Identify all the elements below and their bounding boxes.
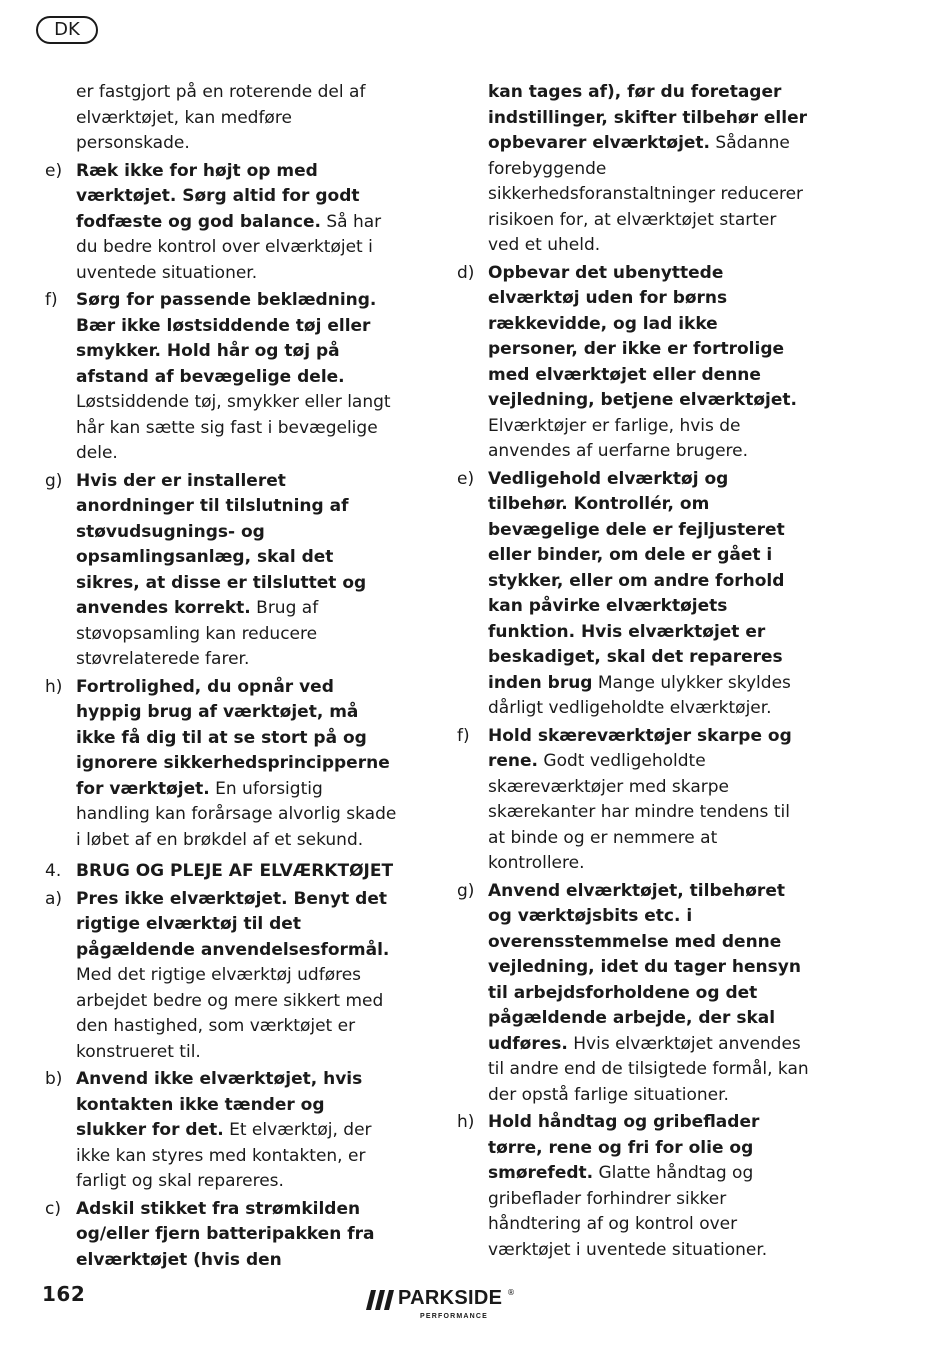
item-text: Med det rigtige elværktøj udføres arbejdet bedre og mere sikkert med den hastighed, som værktøjet er konstrueret til.: [76, 965, 384, 1062]
item-text: Elværktøjer er farlige, hvis de anvendes af uerfarne brugere.: [488, 415, 749, 461]
item-bold-text: Anvend ikke elværktøjet, hvis kontakten ikke tænder og slukker for det.: [76, 1069, 363, 1140]
registered-mark: ®: [507, 1288, 515, 1297]
list-item: [40, 288, 400, 467]
item-bold-text: Opbevar det ubenyttede elværktøj uden for børns rækkevidde, og lad ikke personer, der ikke er fortrolige med elværktøjet eller denne vejledning, betjene elværktøjet.: [488, 262, 797, 410]
list-item: [40, 159, 400, 287]
item-bold-text: Adskil stikket fra strømkilden og/eller fjern batteripakken fra elværktøjet (hvis den: [76, 1198, 375, 1270]
list-item: [40, 1067, 400, 1195]
intro-paragraph: er fastgjort på en roterende del af elværktøjet, kan medføre personskade.: [76, 82, 366, 153]
item-text: Så har du bedre kontrol over elværktøjet i uventede situationer.: [76, 211, 382, 283]
page-number: 162: [42, 1282, 86, 1306]
item-text: Løstsiddende tøj, smykker eller langt hår kan sætte sig fast i bevægelige dele.: [76, 392, 391, 463]
item-bold-text: Sørg for passende beklædning. Bær ikke løstsiddende tøj eller smykker. Hold hår og tøj på afstand af bevægelige dele.: [76, 290, 377, 387]
list-item: [452, 261, 812, 465]
item-bold-text: Pres ikke elværktøjet. Benyt det rigtige elværktøj til det pågældende anvendelsesformål.: [76, 888, 390, 960]
item-text: Brug af støvopsamling kan reducere støvrelaterede farer.: [76, 598, 319, 669]
item-label: e): [45, 160, 63, 181]
item-bold-text: Ræk ikke for højt op med værktøjet. Sørg altid for godt fodfæste og god balance.: [76, 160, 360, 232]
section-number: 4.: [45, 861, 62, 881]
item-label: h): [45, 676, 63, 697]
brand-subline: PERFORMANCE: [420, 1313, 489, 1320]
item-bold-text: Hold skæreværktøjer skarpe og rene.: [488, 725, 792, 771]
item-label: f): [45, 290, 58, 310]
item-bold-text: Vedligehold elværktøj og tilbehør. Kontrollér, om bevægelige dele er fejljusteret eller binder, om dele er gået i stykker, eller om andre forhold kan påvirke elværktøjets funktion. Hvis elværktøjet er beskadiget, skal det repareres inden brug: [488, 468, 785, 693]
item-label: h): [457, 1112, 475, 1132]
item-bold-text: Hvis der er installeret anordninger til tilslutning af støvudsugnings- og opsamlingsanlæg, skal det sikres, at disse er tilsluttet og anvendes korrekt.: [76, 470, 367, 618]
item-text: Et elværktøj, der ikke kan styres med kontakten, er farligt og skal repareres.: [76, 1120, 372, 1191]
parkside-logo: [366, 1288, 516, 1324]
item-text: Godt vedligeholdte skæreværktøjer med skarpe skærekanter har mindre tendens til at binde og er nemmere at kontrollere.: [488, 751, 790, 873]
brand-name: PARKSIDE: [398, 1287, 503, 1309]
section-heading: [40, 859, 400, 885]
item-label: d): [457, 262, 475, 283]
item-label: b): [45, 1069, 63, 1089]
list-item: [452, 467, 812, 722]
list-item: [40, 887, 400, 1066]
item-text: Mange ulykker skyldes dårligt vedligeholdte elværktøjer.: [488, 672, 791, 718]
left-column: [40, 80, 400, 1275]
list-item: [40, 469, 400, 673]
item-bold-text: Anvend elværktøjet, tilbehøret og værktøjsbits etc. i overensstemmelse med denne vejledning, idet du tager hensyn til arbejdsforholdene og det pågældende arbejde, der skal udføres.: [488, 880, 801, 1054]
item-label: e): [457, 468, 475, 489]
list-item: [40, 675, 400, 854]
item-label: c): [45, 1198, 61, 1219]
section-title: BRUG OG PLEJE AF ELVÆRKTØJET: [76, 861, 394, 881]
item-bold-text: Hold håndtag og gribeflader tørre, rene og fri for olie og smørefedt.: [488, 1112, 760, 1183]
list-item: [452, 1110, 812, 1263]
list-item: [452, 879, 812, 1109]
item-bold-text: Fortrolighed, du opnår ved hyppig brug af værktøjet, må ikke få dig til at se stort på og ignorere sikkerhedsprincipperne for værktøjet.: [76, 676, 390, 799]
right-column: [452, 80, 812, 1265]
language-badge: DK: [36, 16, 98, 44]
list-item: [452, 724, 812, 877]
brand-slashes-icon: [366, 1290, 394, 1310]
item-bold-text: kan tages af), før du foretager indstillinger, skifter tilbehør eller opbevarer elværktøjet.: [488, 82, 807, 153]
item-text: Sådanne forebyggende sikkerhedsforanstaltninger reducerer risikoen for, at elværktøjet starter ved et uheld.: [488, 133, 804, 255]
continued-paragraph: [452, 80, 812, 259]
item-label: g): [45, 470, 63, 491]
item-text: En uforsigtig handling kan forårsage alvorlig skade i løbet af en brøkdel af et sekund.: [76, 778, 397, 850]
item-label: f): [457, 725, 470, 746]
item-label: g): [457, 880, 475, 901]
item-label: a): [45, 888, 63, 909]
list-item: [40, 1197, 400, 1274]
item-text: Hvis elværktøjet anvendes til andre end de tilsigtede formål, kan der opstå farlige situationer.: [488, 1033, 809, 1105]
item-text: Glatte håndtag og gribeflader forhindrer sikker håndtering af og kontrol over værktøjet i uventede situationer.: [488, 1163, 768, 1260]
